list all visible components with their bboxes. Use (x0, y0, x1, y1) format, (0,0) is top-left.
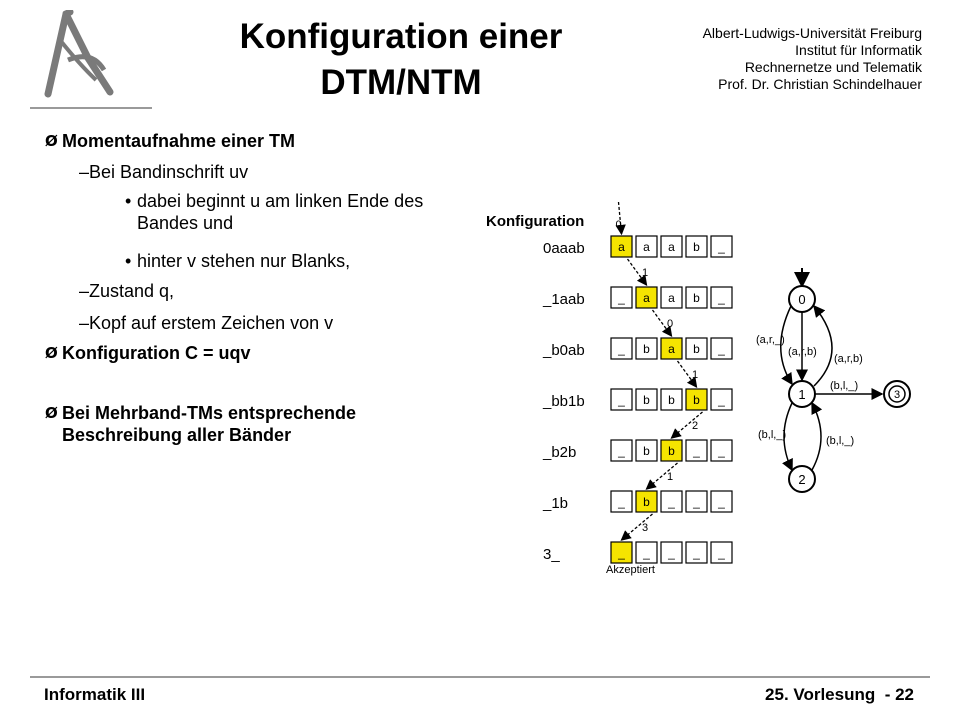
head-state-label: 0 (615, 219, 622, 231)
tape-symbol: _ (618, 546, 625, 560)
tape-symbol: _ (718, 240, 725, 254)
head-state-label: 2 (692, 420, 699, 432)
state-diagram (756, 268, 910, 492)
tape-symbol: b (693, 240, 700, 254)
sub-sub-bullet-text: dabei beginnt u am linken Ende des Bandes und (137, 191, 424, 233)
tape-symbol: b (693, 342, 700, 356)
figure-heading: Konfiguration (486, 213, 585, 230)
tape-symbol: b (693, 291, 700, 305)
tape-symbol: _ (618, 495, 625, 509)
head-state-label: 3 (642, 522, 649, 534)
edge-label-2-1: (b,l,_) (826, 435, 855, 447)
configuration-label: 0aaab (543, 240, 585, 257)
edge-label-1-0: (a,r,b) (834, 353, 863, 365)
tape-symbol: a (668, 342, 675, 356)
tape-symbol: a (668, 240, 675, 254)
tape-symbol: a (618, 240, 625, 254)
tape-symbol: _ (693, 495, 700, 509)
arrow-bullet-icon: Ø (45, 344, 58, 362)
footer-rule (30, 676, 930, 678)
tape-symbol: _ (718, 444, 725, 458)
course-name: Informatik III (44, 685, 146, 704)
tape-symbol: a (668, 291, 675, 305)
institution-line-2: Institut für Informatik (795, 42, 922, 58)
configuration-label: _bb1b (543, 393, 585, 410)
bullet-text: Bei Mehrband-TMs entsprechende Beschreibung aller Bänder (62, 403, 357, 445)
tape-symbol: _ (693, 546, 700, 560)
tape-symbol: b (668, 393, 675, 407)
tape-symbol: b (643, 444, 650, 458)
edge-label-1-2: (b,l,_) (758, 429, 787, 441)
edge-label-0-1: (a,r,_) (756, 334, 785, 346)
sub-bullet-bandinschrift: –Bei Bandinschrift uv (79, 162, 249, 182)
tape-symbol: _ (693, 444, 700, 458)
tape-rows (542, 236, 732, 563)
institution-line-1: Albert-Ludwigs-Universität Freiburg (702, 25, 922, 41)
dot-bullet-icon: • (125, 251, 132, 271)
configuration-label: _b2b (543, 444, 577, 461)
tape-symbol: b (643, 393, 650, 407)
tm-configuration-figure (478, 200, 928, 585)
state-3-label: 3 (893, 389, 901, 401)
tape-symbol: _ (618, 342, 625, 356)
tape-symbol: _ (618, 444, 625, 458)
lecture-number: 25. Vorlesung - 22 (765, 685, 914, 704)
tape-symbol: _ (718, 342, 725, 356)
tape-symbol: _ (718, 393, 725, 407)
university-logo (30, 10, 150, 102)
tape-symbol: _ (618, 291, 625, 305)
title-line-2: DTM/NTM (320, 63, 482, 102)
arrow-bullet-icon: Ø (45, 132, 58, 150)
tape-symbol: a (643, 291, 650, 305)
state-0-label: 0 (798, 292, 806, 307)
edge-label-1-3: (b,l,_) (830, 380, 859, 392)
head-state-label: 1 (642, 267, 649, 279)
configuration-label: _1aab (543, 291, 585, 308)
tape-symbol: a (643, 240, 650, 254)
edge-label-0-1-b: (a,r,b) (788, 346, 817, 358)
tape-symbol: b (668, 444, 675, 458)
institution-line-3: Rechnernetze und Telematik (744, 59, 922, 75)
configuration-label: _b0ab (543, 342, 585, 359)
head-state-label: 1 (692, 369, 699, 381)
configuration-label: _1b (543, 495, 569, 512)
tape-symbol: b (643, 495, 650, 509)
title-line-1: Konfiguration einer (239, 17, 563, 56)
configuration-label: 3_ (543, 546, 560, 563)
tape-symbol: _ (718, 291, 725, 305)
sub-bullet-zustand: –Zustand q, (79, 281, 175, 301)
tape-symbol: _ (618, 393, 625, 407)
tape-symbol: _ (643, 546, 650, 560)
head-state-label: 0 (667, 318, 674, 330)
sub-bullet-kopf: –Kopf auf erstem Zeichen von v (79, 313, 334, 333)
accepted-label: Akzeptiert (606, 564, 655, 576)
tape-symbol: _ (718, 546, 725, 560)
tape-symbol: b (643, 342, 650, 356)
institution-block (703, 25, 922, 93)
bullet-text: Konfiguration C = uqv (62, 343, 251, 363)
head-state-label: 1 (667, 471, 674, 483)
slide-title (220, 14, 582, 106)
dot-bullet-icon: • (125, 191, 132, 211)
institution-line-4: Prof. Dr. Christian Schindelhauer (718, 76, 922, 92)
arrow-bullet-icon: Ø (45, 404, 58, 422)
tape-symbol: _ (718, 495, 725, 509)
sub-sub-bullet-text: hinter v stehen nur Blanks, (137, 251, 351, 271)
tape-symbol: _ (668, 495, 675, 509)
tape-symbol: b (693, 393, 700, 407)
tape-symbol: _ (668, 546, 675, 560)
state-2-label: 2 (798, 472, 806, 487)
bullet-text: Momentaufnahme einer TM (62, 131, 296, 151)
state-1-label: 1 (798, 387, 806, 402)
header-rule (30, 107, 152, 109)
